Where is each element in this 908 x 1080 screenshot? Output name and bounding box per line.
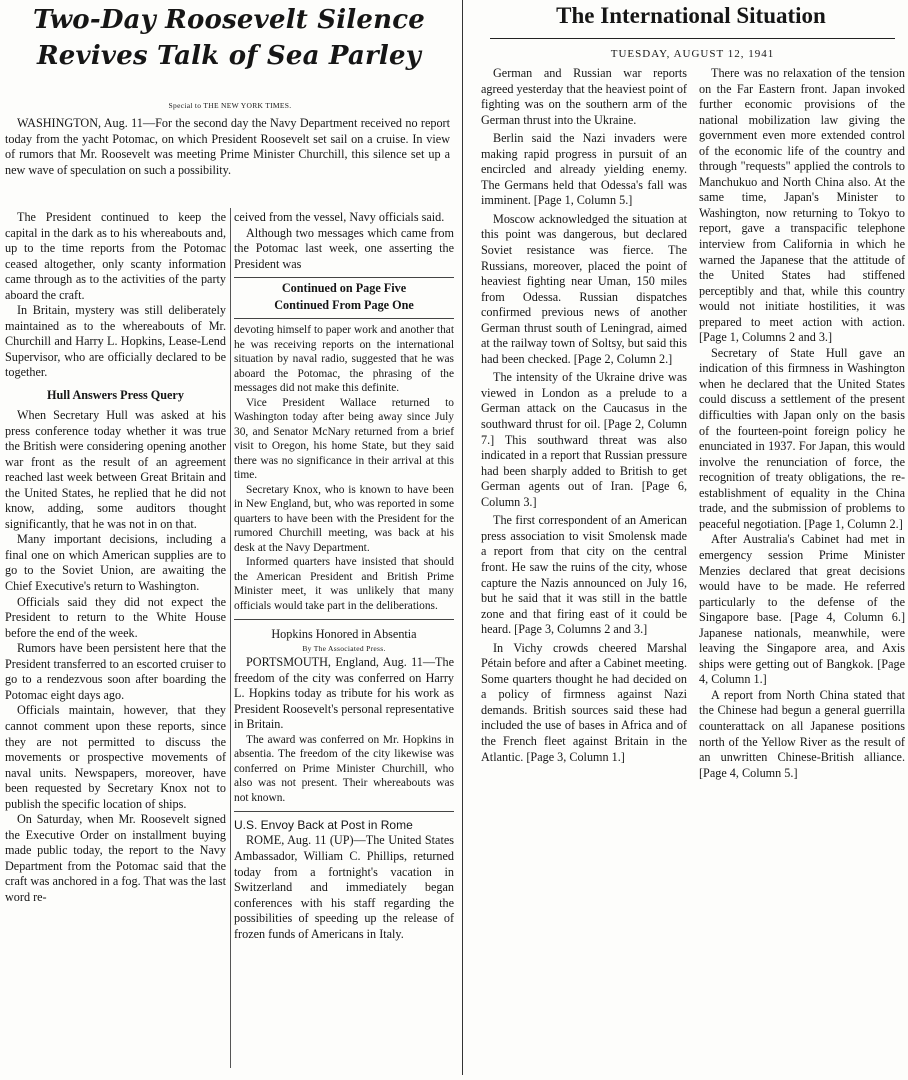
col1-paragraph: The President continued to keep the capital in the dark as to his whereabouts and, up to the time reports from the Potomac ceased altogether, only scanty information came through as to the activities of the party aboard the craft. [5,210,226,302]
jump-rule [234,277,454,278]
left-column-1 [5,210,226,906]
lead-paragraph: WASHINGTON, Aug. 11—For the second day the Navy Department received no report today from the yacht Potomac, on which President Roosevelt set sail on a cruise. In view of rumors that Mr. Roosevelt was meeting Prime Minister Churchill, this silence set up a new wave of speculation on such a possibility. [5,116,450,177]
jump-rule [234,318,454,319]
col2-paragraph: Although two messages which came from the Potomac last week, one asserting the President was [234,225,454,271]
summary-paragraph: After Australia's Cabinet had met in emergency session Prime Minister Menzies declared that great decisions would have to be made. He referred particularly to the defense of the Singapore base. [Page 4, Column 6.] Japanese nationals, meanwhile, were leaving the Singapore area, and Axis ships were getting out of Bangkok. [Page 4, Column 1.] [699,532,905,687]
summary-paragraph: Secretary of State Hull gave an indication of this firmness in Washington when he declared that the United States could discuss a settlement of the present difficulties with Japan only on the basis of the fourteen-point foreign policy he enunciated in 1937. For Japan, this would involve the renunciation of force, the recognition of treaty obligations, the re-establishment of equality in the China trade, and the submission of problems to peaceful negotiation. [Page 1, Column 2.] [699,345,905,531]
left-column-2 [234,210,454,942]
summary-paragraph: There was no relaxation of the tension on the Far Eastern front. Japan invoked further economic provisions of the national mobilization law giving the government even more extended control of the economic life of the country and through "requests" applied the controls to Manchukuo and North China also. At the same time, Japan's Minister to Washington, now returning to Tokyo to report, gave a transpacific telephone interview from California in which he warned the Japanese that the attitude of the United States had stiffened perceptibly and that, while this country would not initiate hostilities, it was prepared to meet action with action. [Page 1, Columns 2 and 3.] [699,66,905,345]
dateline: TUESDAY, AUGUST 12, 1941 [610,48,775,60]
summary-paragraph: The intensity of the Ukraine drive was viewed in London as a prelude to a German attack on the Caucasus in the southward thrust for oil. [Page 2, Column 7.] This southward threat was also indicated in a report that Russian pressure had been sharply added to British to get German agents out of Iran. [Page 6, Column 3.] [481,370,687,509]
left-headline [4,2,454,74]
jump-continued-from: Continued From Page One [274,298,414,313]
right-column-a [481,66,687,765]
right-column-b [699,66,905,781]
hopkins-head: Hopkins Honored in Absentia [271,627,417,642]
section-rule [234,619,454,620]
col1-paragraph: Rumors have been persistent here that the President transferred to an escorted cruiser to go to a rendezvous soon after boarding the Potomac eight days ago. [5,641,226,702]
envoy-head: U.S. Envoy Back at Post in Rome [234,818,413,833]
col2-paragraph: devoting himself to paper work and another that he was receiving reports on the international situation by naval radio, suggested that he was aboard the Potomac, the phrasing of the messages did not make this definite. [234,324,454,395]
hopkins-paragraph: The award was conferred on Mr. Hopkins in absentia. The freedom of the city likewise was conferred on Prime Minister Churchill, who also was not present. Their whereabouts was not known. [234,733,454,804]
col1-paragraph: On Saturday, when Mr. Roosevelt signed the Executive Order on installment buying made public today, the report to the Navy Department from the Potomac said that the craft was anchored in a fog. That was the last word re- [5,812,226,904]
col2-paragraph: Informed quarters have insisted that should the American President and British Prime Minister meet, it was unlikely that many officials would take part in the deliberations. [234,556,454,612]
jump-continued-on: Continued on Page Five [281,281,407,296]
summary-paragraph: German and Russian war reports agreed yesterday that the heaviest point of fighting was on the southern arm of the German thrust into the Ukraine. [481,66,687,127]
summary-paragraph: In Vichy crowds cheered Marshal Pétain before and after a Cabinet meeting. Some quarters thought he had decided on a policy of firmness against Nazi demands. British sources said these had included the use of bases in Africa and of the French fleet against Britain in the Atlantic. [Page 3, Column 1.] [481,640,687,764]
col2-paragraph: Secretary Knox, who is known to have been in New England, but, who was reported in some quarters to have been with the President for the rumored Churchill meeting, was back at his desk at the Navy Department. [234,483,454,554]
summary-paragraph: The first correspondent of an American press association to visit Smolensk made a report from that city on the central front. He saw the ruins of the city, whose capture the Nazis announced on July 16, but he said that it was still in the battle zone and that firing east of it could be heard. [Page 3, Columns 2 and 3.] [481,513,687,637]
left-credit: Special to THE NEW YORK TIMES. [168,101,292,110]
envoy-paragraph: ROME, Aug. 11 (UP)—The United States Ambassador, William C. Phillips, returned today from a fortnight's vacation in Switzerland and immediately began conferences with his staff regarding the possibilities of speeding up the release of frozen funds of Americans in Italy. [234,833,454,941]
left-headline-line1: Two-Day Roosevelt Silence [33,5,425,35]
left-headline-line2: Revives Talk of Sea Parley [36,41,422,71]
summary-paragraph: Moscow acknowledged the situation at this point was dangerous, but declared Soviet resistance was fierce. The Russians, moreover, placed the point of heaviest fighting near Uman, 150 miles from Odessa. Russian dispatches confirmed previous news of another German thrust south of Leningrad, aimed at the railway town of Soltsy, but said this had been checked. [Page 2, Column 2.] [481,211,687,366]
column-rule [230,208,231,1068]
hopkins-credit: By The Associated Press. [302,644,386,654]
summary-paragraph: Berlin said the Nazi invaders were making rapid progress in pursuit of an encircled and already yielding enemy. The Germans held that Odessa's fall was imminent. [Page 1, Column 5.] [481,131,687,208]
hopkins-paragraph: PORTSMOUTH, England, Aug. 11—The freedom of the city was conferred on Harry L. Hopkins today as tribute for his work as President Roosevelt's personal representative in Britain. [234,655,454,732]
col1-paragraph: Many important decisions, including a final one on which American supplies are to go to the Soviet Union, are awaiting the Chief Executive's return to Washington. [5,532,226,594]
headline-rule [490,38,895,39]
hull-subhead: Hull Answers Press Query [47,388,184,403]
summary-paragraph: A report from North China stated that the Chinese had begun a general guerrilla counterattack on all Japanese positions north of the Yellow River as the result of an unwritten Chinese-British alliance. [Page 4, Column 5.] [699,687,905,780]
section-rule [234,811,454,812]
col1-paragraph: Officials maintain, however, that they cannot comment upon these reports, since they are not permitted to discuss the movements or prospective movements of naval units. Newspapers, moreover, have been requested by Secretary Knox not to publish the specific location of ships. [5,703,226,811]
right-headline: The International Situation [556,3,826,28]
col1-paragraph: Officials said they did not expect the President to return to the White House before the end of the week. [5,594,226,640]
col2-paragraph: Vice President Wallace returned to Washington today after being away since July 30, and Senator McNary returned from a brief visit to Oregon, his home State, but they said there was no significance in their arrival at this time. [234,396,454,482]
col1-paragraph: When Secretary Hull was asked at his press conference today whether it was true the British were considering opening another war front as the result of an agreement reached last week between Great Britain and the United States, he replied that he did not know, adding, some auditors thought significantly, that he was not in on that. [5,408,226,531]
col2-paragraph: ceived from the vessel, Navy officials said. [234,210,445,224]
page-divider [462,0,463,1075]
col1-paragraph: In Britain, mystery was still deliberately maintained as to the whereabouts of Mr. Churchill and Harry L. Hopkins, Lease-Lend Supervisor, who are officially declared to be together. [5,303,226,380]
